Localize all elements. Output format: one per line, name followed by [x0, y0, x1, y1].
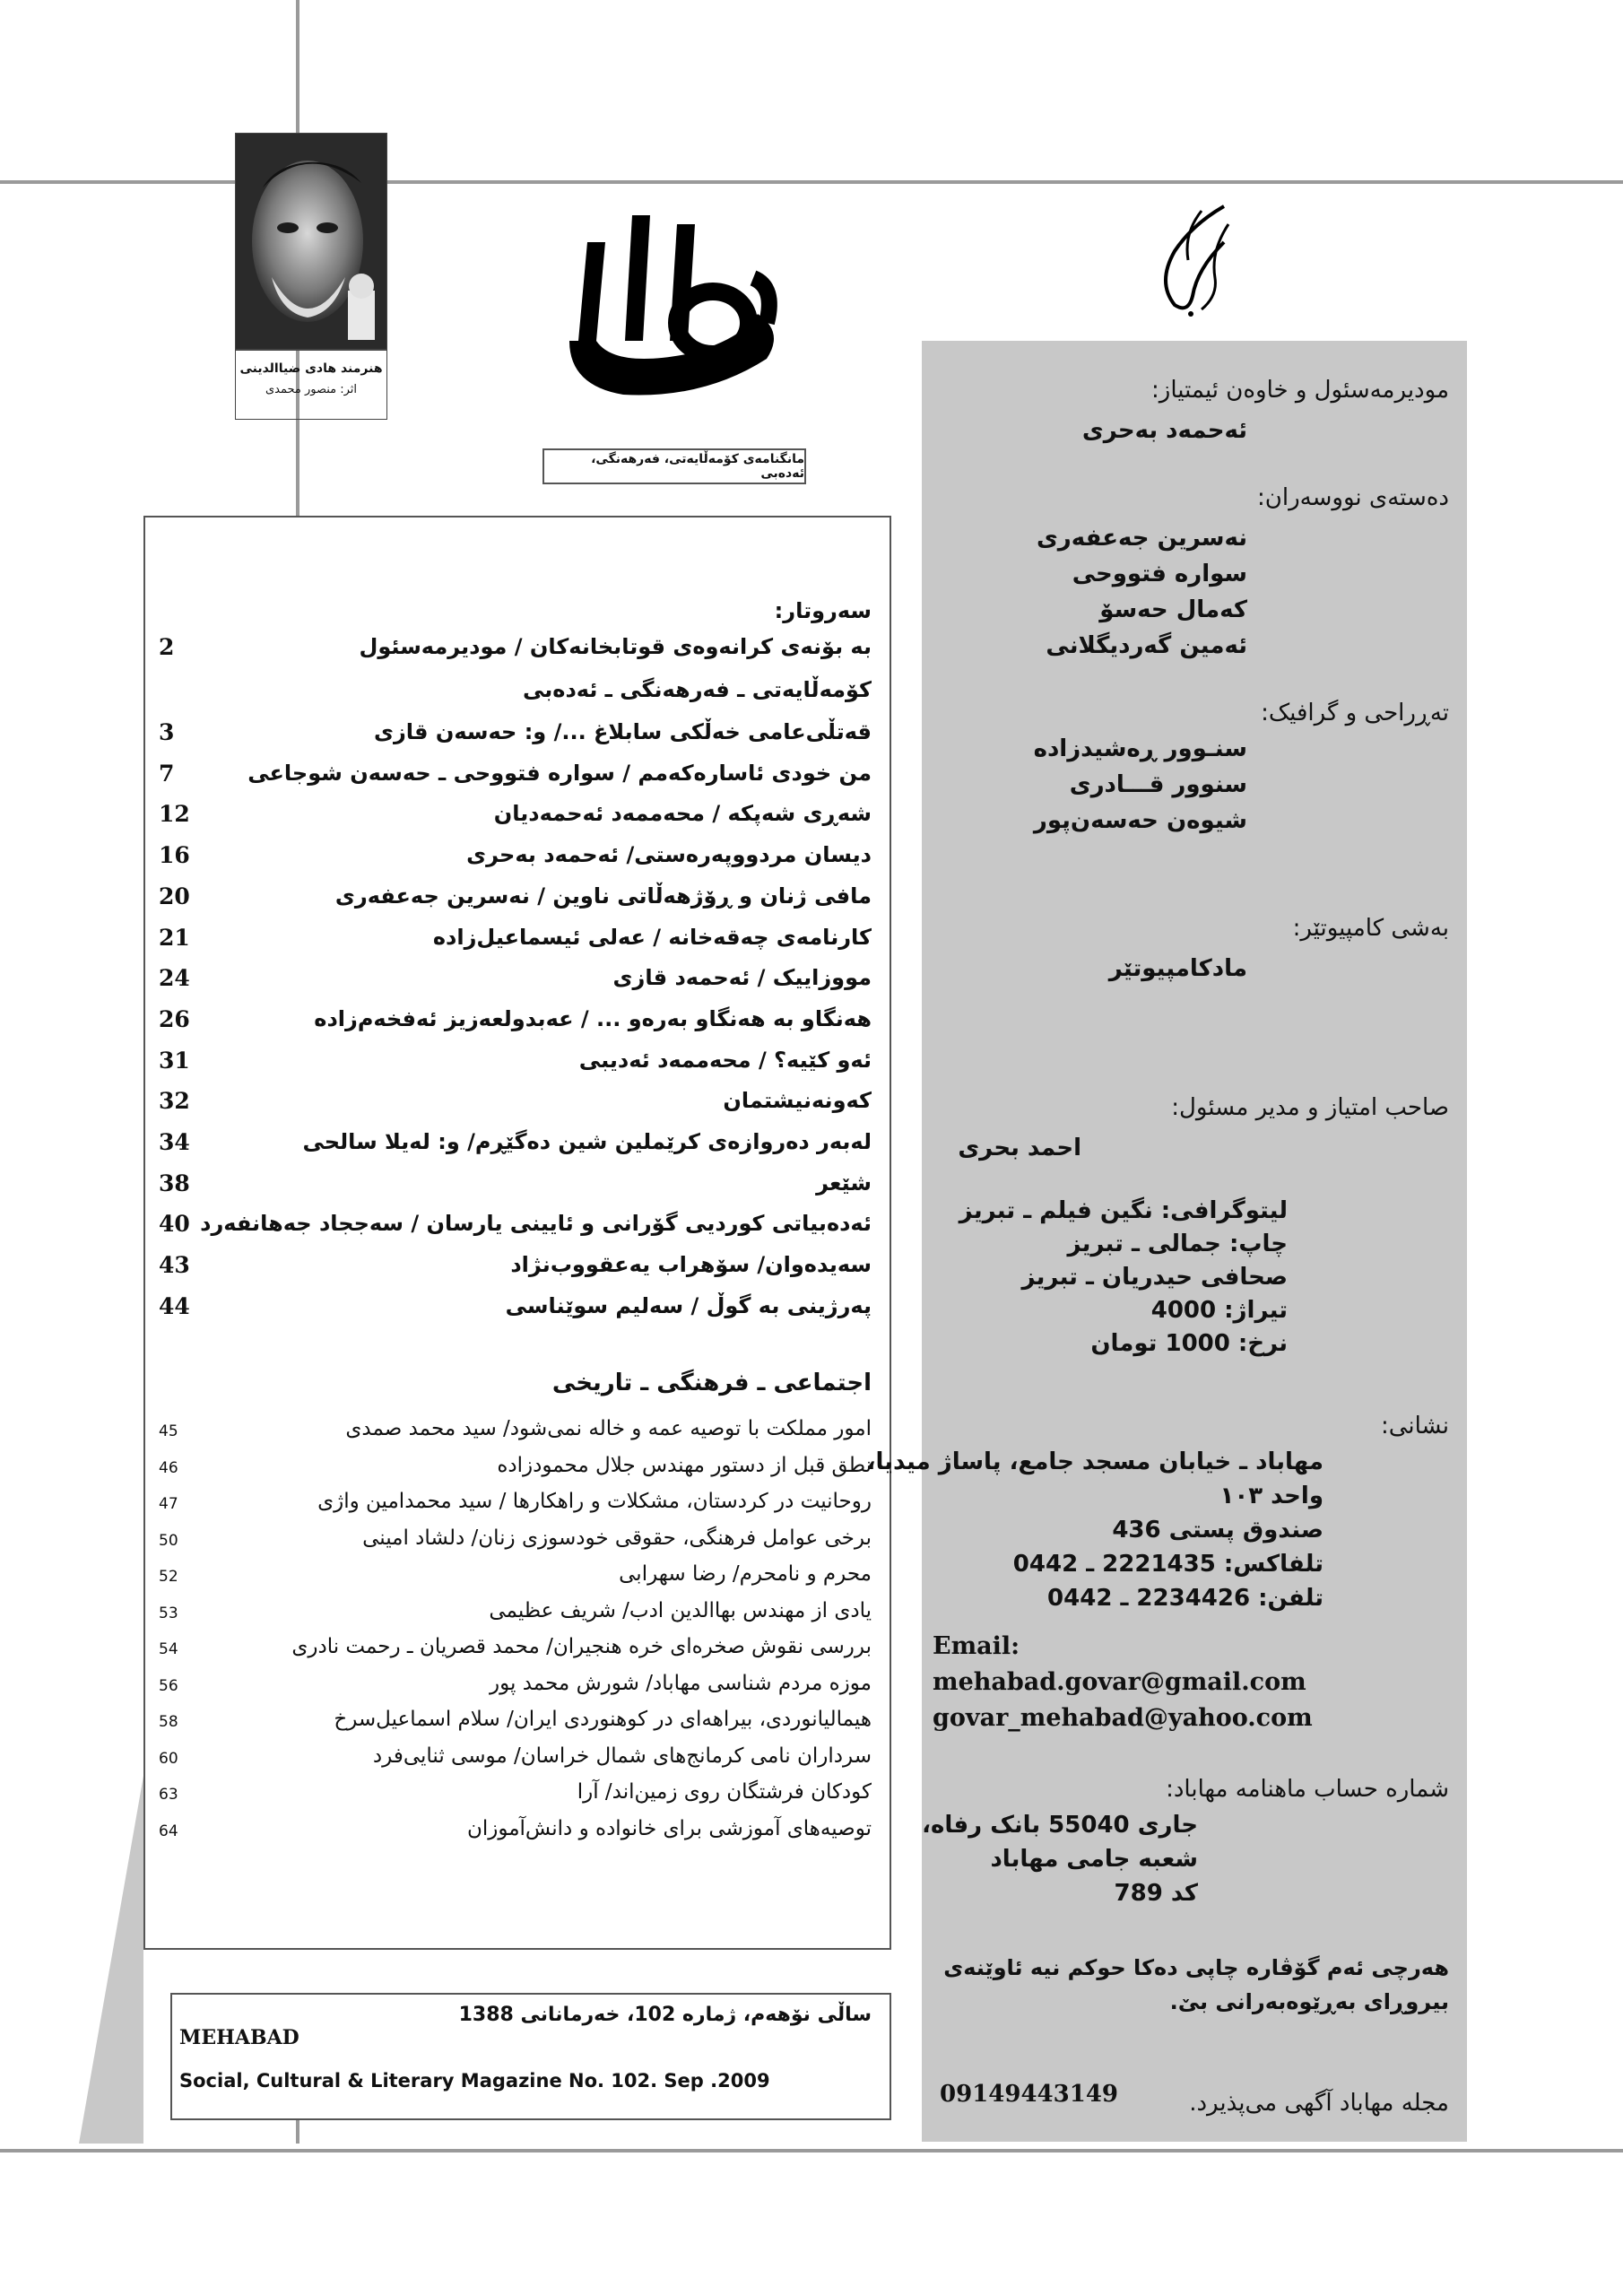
english-line: Social, Cultural & Literary Magazine No. 102. Sep .2009: [179, 2070, 770, 2092]
toc-entry-title: قەتڵی‌عامی خەڵکی سابلاغ .../ و: حەسەن قازی: [373, 719, 872, 744]
address-line: تلفن: 2234426 ـ 0442: [1047, 1585, 1324, 1612]
issue-footer: [170, 1993, 891, 2120]
print-line: تیراژ: 4000: [1150, 1297, 1288, 1324]
toc-entry-title: شەڕی شەپکە / محەممەد ئەحمەدیان: [493, 801, 872, 827]
account-line: شعبه جامی مهاباد: [990, 1846, 1198, 1873]
section1-heading: کۆمەڵایەتی ـ فەرهەنگی ـ ئەدەبی: [522, 677, 872, 702]
computer-value: مادکامپیوتێر: [1108, 955, 1247, 982]
account-line: جاری 55040 بانک رفاه،: [922, 1812, 1198, 1839]
toc-entry-page: 3: [159, 719, 175, 745]
toc-entry-page: 53: [159, 1604, 178, 1622]
issue-line: ساڵی نۆهەم، ژمارە 102، خەرمانانی 1388: [458, 2004, 872, 2026]
toc-row[interactable]: [145, 1599, 890, 1639]
toc-entry-page: 52: [159, 1568, 178, 1586]
email-primary[interactable]: mehabad.govar@gmail.com: [933, 1668, 1306, 1696]
cover-caption-box: [235, 350, 387, 420]
publisher-name: ئەحمەد بەحری: [1081, 417, 1247, 444]
address-line: تلفاکس: 2221435 ـ 0442: [1012, 1551, 1324, 1578]
calligraphy-emblem: [1139, 197, 1246, 327]
toc-entry-page: 2: [159, 634, 175, 660]
toc-entry-title: ئەدەبیاتی کوردیی گۆرانی و ئایینی یارسان / سەججاد جەهانفەرد: [200, 1211, 872, 1237]
toc-row[interactable]: [145, 1006, 890, 1046]
toc-entry-page: 32: [159, 1088, 190, 1115]
toc-row[interactable]: [145, 1635, 890, 1674]
toc-entry-page: 34: [159, 1129, 190, 1155]
account-line: کد 789: [1114, 1880, 1198, 1907]
toc-entry-page: 43: [159, 1252, 190, 1279]
designer-name: شیوەن حەسەن‌پور: [1033, 807, 1247, 834]
mehabad-logo: [560, 206, 803, 422]
calligraphy-svg: [1139, 197, 1246, 323]
email-secondary[interactable]: govar_mehabad@yahoo.com: [933, 1704, 1313, 1732]
toc-row[interactable]: [145, 1293, 890, 1333]
toc-entry-page: 50: [159, 1531, 178, 1550]
toc-entry-title: نطق قبل از دستور مهندس جلال محمودزاده: [497, 1453, 872, 1477]
toc-row[interactable]: [145, 1417, 890, 1457]
designer-name: سنـوور ڕەشیدزادە: [1033, 735, 1247, 762]
toc-entry-page: 63: [159, 1786, 178, 1804]
toc-row[interactable]: [145, 925, 890, 964]
cover-thumbnail: [235, 133, 387, 350]
toc-entry-page: 64: [159, 1822, 178, 1840]
toc-entry-title: کەونەنیشتمان: [723, 1088, 872, 1114]
toc-row[interactable]: [145, 1526, 890, 1566]
toc-row[interactable]: [145, 1672, 890, 1711]
toc-entry-title: محرم و نامحرم/ رضا سهرابی: [619, 1562, 872, 1586]
toc-entry-page: 58: [159, 1713, 178, 1731]
toc-entry-page: 45: [159, 1422, 178, 1440]
toc-row[interactable]: [145, 1562, 890, 1602]
toc-entry-title: مووزاییک / ئەحمەد قازی: [612, 965, 872, 991]
phone-number[interactable]: 09149443149: [940, 2081, 1118, 2108]
toc-entry-title: موزه مردم شناسی مهاباد/ شورش محمد پور: [490, 1671, 872, 1695]
toc-row[interactable]: [145, 883, 890, 923]
cover-portrait-image: [236, 134, 386, 349]
toc-entry-title: کودکان فرشتگان روی زمین‌اند/ آرا: [577, 1780, 872, 1804]
toc-row[interactable]: [145, 1490, 890, 1529]
toc-entry-title: سەیدەوان/ سۆهراب یەعقووب‌نژاد: [510, 1252, 872, 1278]
owner-fa-name: احمد بحری: [958, 1135, 1081, 1161]
toc-row[interactable]: [145, 1780, 890, 1820]
ads-text: مجله مهاباد آگهی می‌پذیرد.: [1189, 2090, 1449, 2117]
toc-entry-page: 44: [159, 1292, 190, 1319]
toc-entry-title: برخی عوامل فرهنگی، حقوقی خودسوزی زنان/ دلشاد امینی: [362, 1526, 872, 1550]
computer-label: بەشی کامپیوتێر:: [1292, 915, 1449, 942]
toc-entry-title: روحانیت در کردستان، مشکلات و راهکارها / سید محمدامین واژی: [317, 1490, 872, 1513]
address-label: نشانی:: [1380, 1413, 1449, 1439]
print-line: چاپ: جمالی ـ تبریز: [1067, 1231, 1288, 1257]
toc-entry-title: من خودی ئاسارەکەمم / سوارە فتووحی ـ حەسەن شوجاعی: [247, 760, 872, 786]
toc-entry-page: 21: [159, 924, 190, 951]
info-panel: [866, 341, 1467, 2142]
toc-entry-page: 40: [159, 1211, 190, 1238]
writer-name: کەمال حەسۆ: [1099, 596, 1247, 623]
toc-entry-page: 16: [159, 842, 190, 869]
toc-row[interactable]: [145, 1129, 890, 1169]
toc-row[interactable]: [145, 1088, 890, 1127]
section2-heading: اجتماعی ـ فرهنگی ـ تاریخی: [551, 1370, 872, 1396]
address-line: صندوق پستی 436: [1112, 1517, 1324, 1544]
toc-entry-title: دیسان مردووپەرەستی/ ئەحمەد بەحری: [466, 842, 872, 868]
print-line: نرخ: 1000 تومان: [1090, 1330, 1288, 1357]
cover-caption-title: هنرمند هادی ضیاالدینی: [239, 361, 383, 376]
brand-name: MEHABAD: [179, 2026, 299, 2049]
toc-entry-page: 56: [159, 1676, 178, 1695]
toc-entry-page: 31: [159, 1047, 190, 1074]
writer-name: نەسرین جەعفەری: [1036, 525, 1247, 552]
owner-fa-label: صاحب امتیاز و مدیر مسئول:: [1171, 1094, 1449, 1121]
toc-entry-title: شێعر: [816, 1170, 872, 1196]
print-line: لیتوگرافی: نگین فیلم ـ تبریز: [959, 1197, 1288, 1224]
toc-entry-page: 46: [159, 1458, 178, 1477]
toc-entry-title: امور مملکت با توصیه عمه و خاله نمی‌شود/ سید محمد صمدی: [345, 1417, 872, 1440]
print-line: صحافی حیدریان ـ تبریز: [1021, 1264, 1288, 1291]
toc-row[interactable]: [145, 1454, 890, 1493]
cover-caption-credit: اثر: منصور محمدی: [265, 383, 358, 396]
toc-entry-page: 24: [159, 965, 190, 992]
toc-row[interactable]: [145, 1048, 890, 1087]
editorial-heading: سەروتار:: [774, 598, 872, 623]
toc-entry-title: مافی ژنان و ڕۆژهەڵاتی ناوین / نەسرین جەعفەری: [334, 883, 872, 909]
calligraphy-text: بسم الله الرحمن الرحیم: [1139, 326, 1149, 327]
design-label: تەڕراحی و گرافیک:: [1261, 700, 1449, 726]
toc-row[interactable]: [145, 1744, 890, 1784]
toc-entry-title: پەرژینی بە گوڵ / سەلیم سوێناسی: [505, 1292, 872, 1318]
toc-entry-page: 38: [159, 1170, 190, 1196]
toc-row[interactable]: [145, 719, 890, 759]
toc-row[interactable]: [145, 1252, 890, 1292]
toc-row[interactable]: [145, 761, 890, 800]
toc-entry-title: یادی از مهندس بهاالدین ادب/ شریف عظیمی: [489, 1598, 872, 1622]
frame-bottom-line: [0, 2149, 1623, 2152]
email-label: Email:: [933, 1632, 1020, 1660]
designer-name: سنوور قـــادری: [1069, 771, 1247, 798]
toc-row[interactable]: [145, 1817, 890, 1857]
toc-entry-page: 26: [159, 1005, 190, 1032]
disclaimer-line: بیروڕای بەڕێوەبەرانی بێ.: [1169, 1989, 1449, 2014]
publisher-label: مودیرمەسئول و خاوەن ئیمتیاز:: [1151, 377, 1449, 404]
disclaimer-line: هەرچی ئەم گۆڤارە چاپی دەکا حوکم نیە ئاوێنەی: [943, 1955, 1449, 1980]
corner-wedge: [79, 1776, 143, 2144]
toc-entry-title: توصیه‌های آموزشی برای خانواده و دانش‌آموزان: [466, 1816, 872, 1840]
table-of-contents: [143, 516, 891, 1950]
toc-entry-page: 54: [159, 1640, 178, 1658]
toc-entry-page: 12: [159, 801, 190, 828]
toc-entry-title: سرداران نامی کرمانج‌های شمال خراسان/ موسی ثنایی‌فرد: [372, 1744, 872, 1768]
address-line: واحد ۱۰۳: [1219, 1483, 1324, 1509]
toc-entry-title: هیمالیانوردی، بیراهه‌ای در کوهنوردی ایران/ سلام اسماعیل‌سرخ: [334, 1708, 872, 1731]
writer-name: سوارە فتووحی: [1072, 561, 1247, 587]
toc-entry-title: لەبەر دەروازەی کرێملین شین دەگێڕم/ و: لەیلا سالحی: [302, 1129, 872, 1154]
address-line: مهاباد ـ خیابان مسجد جامع، پاساژ میدیا،: [866, 1448, 1324, 1475]
account-label: شماره حساب ماهنامه مهاباد:: [1166, 1776, 1449, 1803]
toc-row[interactable]: [145, 1170, 890, 1210]
toc-entry-title: هەنگاو بە هەنگاو بەرەو ... / عەبدولعەزیز ئەفخەم‌زادە: [314, 1005, 872, 1031]
toc-entry-page: 20: [159, 883, 190, 909]
toc-row[interactable]: [145, 1708, 890, 1747]
toc-entry-page: 60: [159, 1749, 178, 1768]
toc-row[interactable]: [145, 1211, 890, 1250]
toc-entry-title: بە بۆنەی کرانەوەی قوتابخانەکان / مودیرمەسئول: [359, 634, 872, 659]
toc-row[interactable]: [145, 801, 890, 840]
magazine-subtitle-box: [542, 448, 806, 484]
toc-entry-page: 47: [159, 1495, 178, 1513]
toc-row[interactable]: [145, 842, 890, 882]
writers-label: دەستەی نووسەران:: [1257, 484, 1449, 511]
toc-entry-title: کارنامەی چەقەخانە / عەلی ئیسماعیل‌زادە: [432, 924, 872, 950]
magazine-subtitle: مانگنامەی کۆمەڵایەتی، فەرهەنگی، ئەدەبی: [591, 452, 804, 481]
writer-name: ئەمین گەردیگلانی: [1046, 632, 1247, 659]
toc-row[interactable]: [145, 634, 890, 674]
toc-entry-title: بررسی نقوش صخره‌ای خره هنجیران/ محمد قصریان ـ رحمت نادری: [291, 1635, 872, 1658]
toc-row[interactable]: [145, 965, 890, 1004]
toc-entry-title: ئەو کێیە؟ / محەممەد ئەدیبی: [578, 1047, 872, 1073]
frame-vertical-line-bottom: [296, 2117, 299, 2144]
toc-entry-page: 7: [159, 760, 175, 787]
